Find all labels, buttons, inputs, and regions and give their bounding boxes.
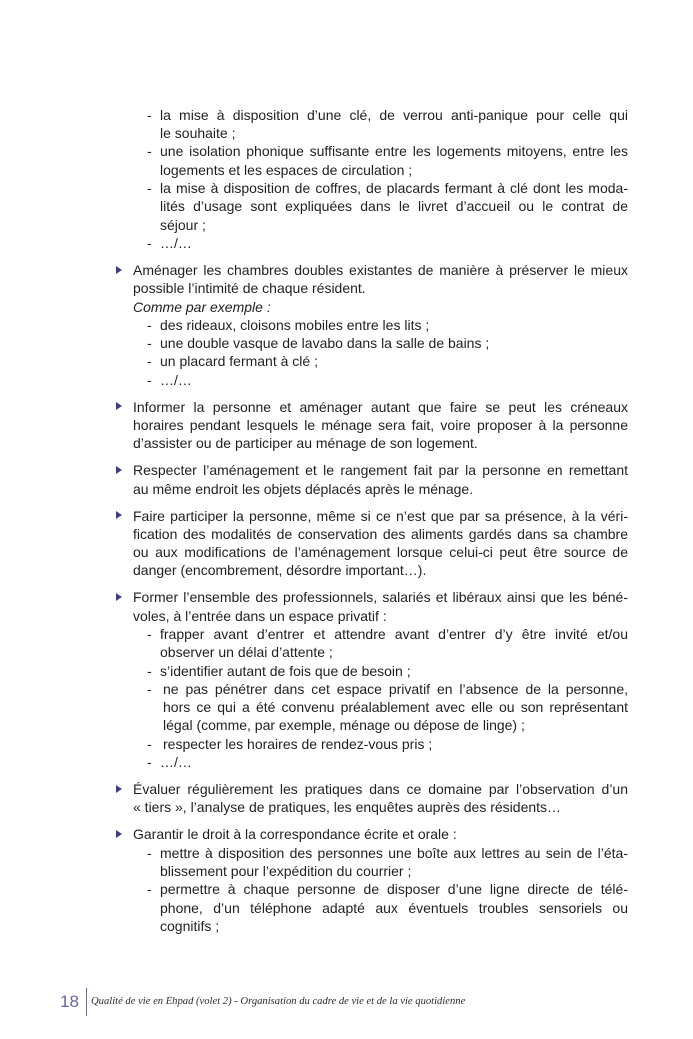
list-item [147, 753, 628, 771]
list-dash: - [147, 680, 152, 697]
text-line: s’identifier autant de fois que de besoin ; [160, 662, 411, 679]
text-line: cognitifs ; [160, 917, 220, 934]
list-dash: - [147, 844, 152, 861]
bullet-triangle-icon [116, 593, 122, 601]
text-line: la mise à disposition de coffres, de placards fermant à clé dont les moda- [160, 180, 628, 197]
text-line: un placard fermant à clé ; [160, 353, 318, 370]
text-line: la mise à disposition d’une clé, de verrou anti-panique pour celle qui [160, 106, 628, 123]
list-dash: - [147, 335, 152, 352]
list-dash: - [147, 234, 152, 251]
text-line: logements et les espaces de circulation ; [160, 161, 413, 178]
text-line: permettre à chaque personne de disposer d’une ligne directe de télé- [160, 881, 628, 898]
text-line: Aménager les chambres doubles existantes de manière à préserver le mieux [133, 261, 628, 278]
text-line: Former l’ensemble des professionnels, salariés et libéraux ainsi que les béné- [133, 589, 628, 606]
list-item [147, 880, 628, 935]
list-item [147, 625, 628, 662]
text-line: le souhaite ; [160, 125, 236, 142]
text-line: …/… [160, 371, 192, 388]
text-line: …/… [160, 234, 192, 251]
list-item [147, 142, 628, 179]
bullet-triangle-icon [116, 511, 122, 519]
bullet-paragraph [133, 398, 628, 453]
text-line: d’assister ou de participer au ménage de son logement. [133, 435, 478, 452]
list-dash: - [147, 754, 152, 771]
text-line: mettre à disposition des personnes une boîte aux lettres au sein de l’éta- [160, 844, 628, 861]
sublist [133, 316, 628, 389]
text-line: possible l’intimité de chaque résident. [133, 280, 366, 297]
example-intro: Comme par exemple : [133, 298, 271, 315]
bullet-triangle-icon [116, 830, 122, 838]
text-line: Évaluer régulièrement les pratiques dans ce domaine par l’observation d’un [133, 781, 628, 798]
text-line: horaires pendant lesquels le ménage sera fait, voire proposer à la personne [133, 416, 628, 433]
bullet-triangle-icon [116, 466, 122, 474]
bullet-paragraph [133, 461, 628, 498]
text-line: ou aux modifications de l’aménagement lorsque celui-ci peut être source de [133, 544, 628, 561]
list-dash: - [147, 180, 152, 197]
text-line: phone, d’un téléphone adapté aux éventuels troubles sensoriels ou [160, 899, 628, 916]
bullet-paragraph [133, 507, 628, 580]
text-line: fication des modalités de conservation des aliments gardés dans sa chambre [133, 525, 628, 542]
bullet-triangle-icon [116, 785, 122, 793]
text-line: Garantir le droit à la correspondance écrite et orale : [133, 826, 457, 843]
list-item [147, 234, 628, 252]
text-line: ne pas pénétrer dans cet espace privatif en l’absence de la personne, [163, 680, 628, 697]
list-dash: - [147, 353, 152, 370]
list-item [147, 662, 628, 680]
bullet-paragraph [133, 780, 628, 817]
list-item [147, 106, 628, 143]
text-line: observer un délai d’attente ; [160, 644, 333, 661]
list-item [147, 371, 628, 389]
list-dash: - [147, 143, 152, 160]
bullet-paragraph [133, 588, 628, 771]
text-line: une double vasque de lavabo dans la salle de bains ; [160, 335, 490, 352]
list-dash: - [147, 881, 152, 898]
text-line: une isolation phonique suffisante entre les logements mitoyens, entre les [160, 143, 628, 160]
text-line: séjour ; [160, 216, 206, 233]
text-line: des rideaux, cloisons mobiles entre les lits ; [160, 316, 430, 333]
text-line: « tiers », l’analyse de pratiques, les enquêtes auprès des résidents… [133, 799, 562, 816]
text-line: Respecter l’aménagement et le rangement fait par la personne en remettant [133, 462, 628, 479]
list-item [147, 680, 628, 735]
list-item [147, 735, 628, 753]
text-line: Informer la personne et aménager autant que faire se peut les créneaux [133, 398, 628, 415]
text-line: Faire participer la personne, même si ce n’est que par sa présence, à la véri- [133, 507, 628, 524]
text-line: voles, à l’entrée dans un espace privatif : [133, 607, 387, 624]
bullet-triangle-icon [116, 402, 122, 410]
list-dash: - [147, 626, 152, 642]
list-item [147, 334, 628, 352]
running-title: Qualité de vie en Ehpad (volet 2) - Organisation du cadre de vie et de la vie quotidienne [91, 996, 466, 1007]
list-item [147, 179, 628, 234]
sublist [133, 625, 628, 771]
text-line: respecter les horaires de rendez-vous pris ; [163, 735, 433, 752]
text-line: blissement pour l’expédition du courrier ; [160, 862, 412, 879]
body-text [133, 106, 628, 935]
list-dash: - [147, 371, 152, 388]
text-line: légal (comme, par exemple, ménage ou dépose de linge) ; [163, 717, 525, 734]
footer-divider [86, 988, 87, 1016]
list-dash: - [147, 106, 152, 123]
list-dash: - [147, 316, 152, 333]
page-number: 18 [60, 992, 79, 1011]
bullet-paragraph [133, 825, 628, 935]
list-item [147, 844, 628, 881]
list-dash: - [147, 735, 152, 752]
sublist [133, 844, 628, 935]
bullet-triangle-icon [116, 266, 122, 274]
list-item [147, 316, 628, 334]
text-line: lités d’usage sont expliquées dans le livret d’accueil ou le contrat de [160, 198, 628, 215]
text-line: au même endroit les objets déplacés après le ménage. [133, 480, 474, 497]
sublist-continuation [133, 106, 628, 252]
bullet-paragraph [133, 261, 628, 389]
list-item [147, 352, 628, 370]
list-dash: - [147, 662, 152, 679]
text-line: …/… [160, 754, 192, 771]
text-line: hors ce qui a été convenu préalablement avec elle ou son représentant [163, 699, 628, 716]
text-line: danger (encombrement, désordre important…). [133, 562, 427, 579]
text-line: frapper avant d’entrer et attendre avant d’entrer d’y être invité et/ou [160, 626, 628, 642]
